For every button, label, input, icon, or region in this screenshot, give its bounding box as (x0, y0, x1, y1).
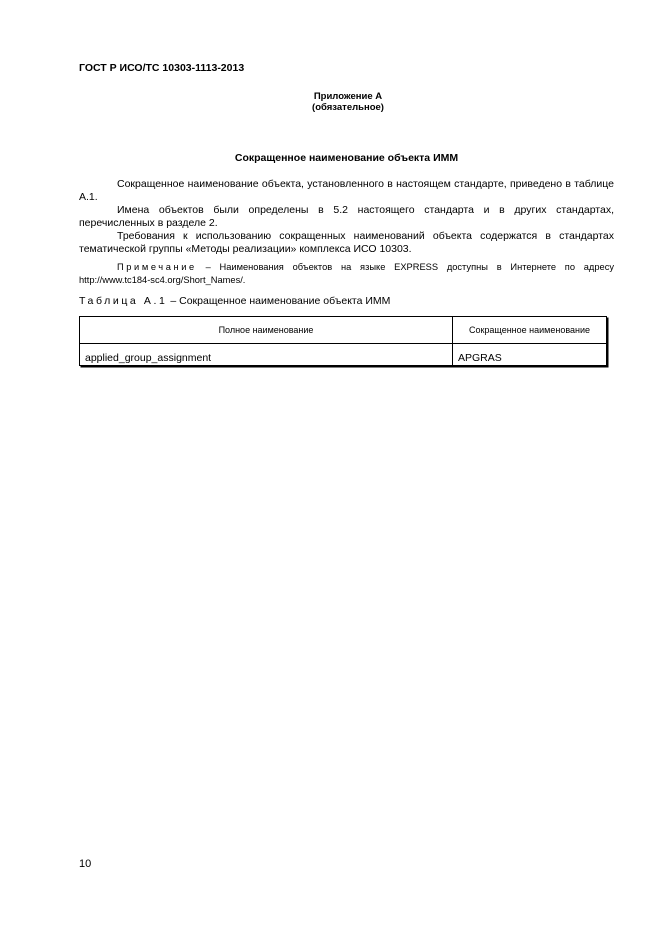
body-text (79, 178, 614, 256)
annex-heading (300, 91, 396, 113)
table-row (80, 344, 607, 366)
table-header-row (80, 317, 607, 344)
section-title: Сокращенное наименование объекта ИММ (234, 152, 459, 164)
body-paragraph: Требования к использованию сокращенных наименований объекта содержатся в стандартах тематической группы «Методы реализации» комплекса ИСО 10303. (79, 230, 614, 255)
note (79, 261, 614, 286)
note-label: Примечание (117, 262, 197, 272)
annex-title: Приложение А (313, 91, 383, 102)
body-paragraph: Имена объектов были определены в 5.2 настоящего стандарта и в других стандартах, перечисленных в разделе 2. (79, 204, 614, 229)
page-number: 10 (79, 858, 92, 870)
cell-short-name: APGRAS (453, 344, 607, 366)
cell-full-name: applied_group_assignment (80, 344, 453, 366)
body-paragraph: Сокращенное наименование объекта, установленного в настоящем стандарте, приведено в таблице А.1. (79, 178, 614, 203)
table-caption-text: – Сокращенное наименование объекта ИММ (167, 295, 391, 307)
table-caption-label: Таблица А.1 (79, 295, 168, 307)
table-caption (79, 295, 390, 307)
annex-status: (обязательное) (312, 102, 384, 113)
short-names-table (79, 316, 607, 366)
header-short-name: Сокращенное наименование (453, 317, 607, 344)
note-paragraph (79, 261, 614, 286)
document-header: ГОСТ Р ИСО/ТС 10303-1113-2013 (79, 62, 245, 74)
note-text: – Наименования объектов на языке EXPRESS доступны в Интернете по адресу http://www.tc184-sc4.org/Short_Names/. (79, 262, 614, 285)
header-full-name: Полное наименование (80, 317, 453, 344)
